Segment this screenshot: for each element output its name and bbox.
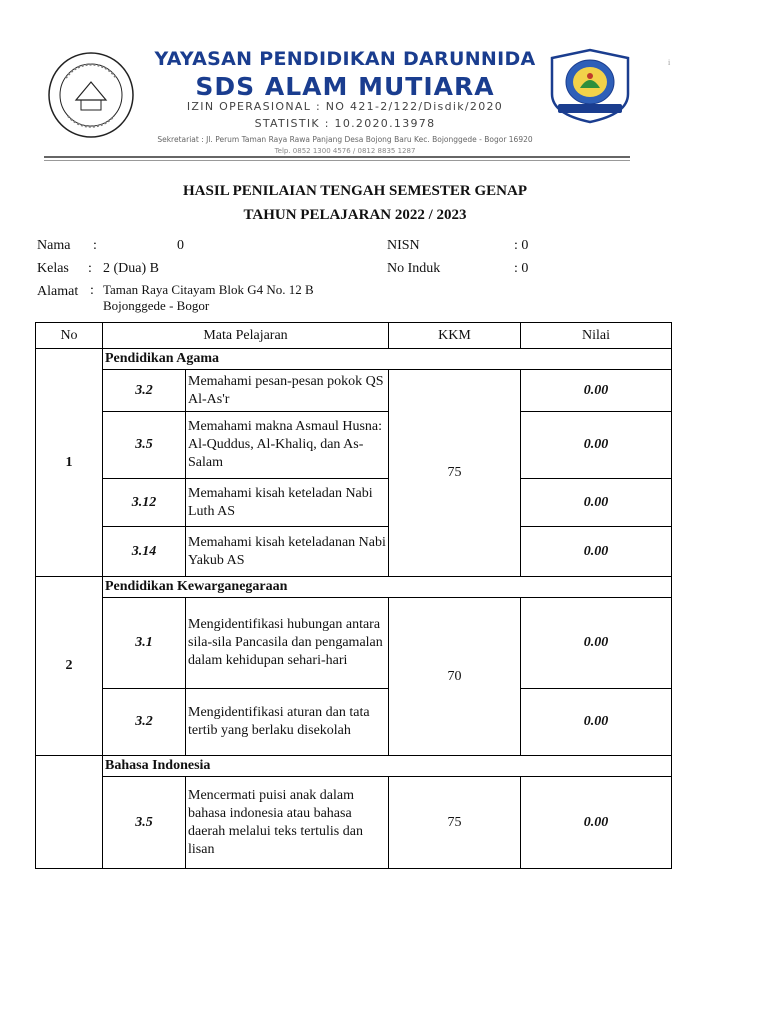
- operating-permit: IZIN OPERASIONAL : NO 421-2/122/Disdik/2020: [186, 100, 504, 113]
- induk-value: : 0: [514, 261, 529, 276]
- letterhead-divider: [44, 156, 630, 158]
- header-score: Nilai: [521, 323, 672, 349]
- competency-row: [36, 598, 672, 689]
- competency-description: Mengidentifikasi hubungan antara sila-sila Pancasila dan pengamalan dalam kehidupan sehari-hari: [186, 598, 389, 689]
- competency-code: 3.5: [103, 777, 186, 869]
- foundation-name: YAYASAN PENDIDIKAN DARUNNIDA: [154, 48, 536, 70]
- score-value: 0.00: [521, 479, 672, 527]
- competency-description: Mencermati puisi anak dalam bahasa indonesia atau bahasa daerah melalui teks tertulis dan lisan: [186, 777, 389, 869]
- competency-row: [36, 689, 672, 756]
- subject-name: Pendidikan Agama: [103, 349, 672, 370]
- score-value: 0.00: [521, 598, 672, 689]
- score-value: 0.00: [521, 527, 672, 577]
- kkm-value: 75: [389, 777, 521, 869]
- address-line-2: Bojonggede - Bogor: [103, 298, 210, 313]
- competency-description: Memahami makna Asmaul Husna: Al-Quddus, Al-Khaliq, dan As-Salam: [186, 412, 389, 479]
- name-colon: :: [93, 238, 97, 253]
- subject-number: 1: [36, 349, 103, 577]
- competency-description: Memahami kisah keteladanan Nabi Yakub AS: [186, 527, 389, 577]
- competency-description: Mengidentifikasi aturan dan tata tertib yang berlaku disekolah: [186, 689, 389, 756]
- grades-table: [35, 322, 672, 869]
- letterhead-divider-thin: [44, 160, 630, 161]
- competency-code: 3.1: [103, 598, 186, 689]
- name-value: 0: [177, 238, 184, 253]
- induk-label: No Induk: [387, 261, 441, 276]
- competency-code: 3.2: [103, 370, 186, 412]
- kkm-value: 70: [389, 598, 521, 756]
- subject-row: [36, 349, 672, 370]
- competency-row: [36, 370, 672, 412]
- competency-row: [36, 777, 672, 869]
- subject-name: Bahasa Indonesia: [103, 756, 672, 777]
- score-value: 0.00: [521, 777, 672, 869]
- subject-number: [36, 756, 103, 869]
- academic-year: TAHUN PELAJARAN 2022 / 2023: [243, 207, 467, 223]
- margin-mark: i: [668, 58, 671, 67]
- subject-row: [36, 756, 672, 777]
- kkm-value: 75: [389, 370, 521, 577]
- nisn-label: NISN: [387, 238, 420, 253]
- competency-description: Memahami kisah keteladan Nabi Luth AS: [186, 479, 389, 527]
- nisn-value: : 0: [514, 238, 529, 253]
- school-phone: Telp. 0852 1300 4576 / 0812 8835 1287: [274, 147, 416, 155]
- table-header-row: [36, 323, 672, 349]
- competency-code: 3.14: [103, 527, 186, 577]
- name-label: Nama: [37, 238, 71, 253]
- school-name: SDS ALAM MUTIARA: [195, 72, 495, 101]
- competency-row: [36, 479, 672, 527]
- subject-row: [36, 577, 672, 598]
- header-subject: Mata Pelajaran: [103, 323, 389, 349]
- address-label: Alamat: [37, 284, 79, 299]
- competency-description: Memahami pesan-pesan pokok QS Al-As'r: [186, 370, 389, 412]
- address-line-1: Taman Raya Citayam Blok G4 No. 12 B: [103, 282, 314, 297]
- header-kkm: KKM: [389, 323, 521, 349]
- class-colon: :: [88, 261, 92, 276]
- header-no: No: [36, 323, 103, 349]
- address-colon: :: [90, 283, 94, 298]
- score-value: 0.00: [521, 370, 672, 412]
- score-value: 0.00: [521, 412, 672, 479]
- report-title: HASIL PENILAIAN TENGAH SEMESTER GENAP: [183, 183, 527, 199]
- score-value: 0.00: [521, 689, 672, 756]
- competency-row: [36, 412, 672, 479]
- class-value: 2 (Dua) B: [103, 261, 159, 276]
- statistic-number: STATISTIK : 10.2020.13978: [254, 117, 436, 130]
- competency-code: 3.5: [103, 412, 186, 479]
- subject-number: 2: [36, 577, 103, 756]
- subject-name: Pendidikan Kewarganegaraan: [103, 577, 672, 598]
- competency-code: 3.2: [103, 689, 186, 756]
- competency-row: [36, 527, 672, 577]
- competency-code: 3.12: [103, 479, 186, 527]
- class-label: Kelas: [37, 261, 69, 276]
- school-address: Sekretariat : Jl. Perum Taman Raya Rawa Panjang Desa Bojong Baru Kec. Bojonggede - Bogor 16920: [157, 135, 533, 144]
